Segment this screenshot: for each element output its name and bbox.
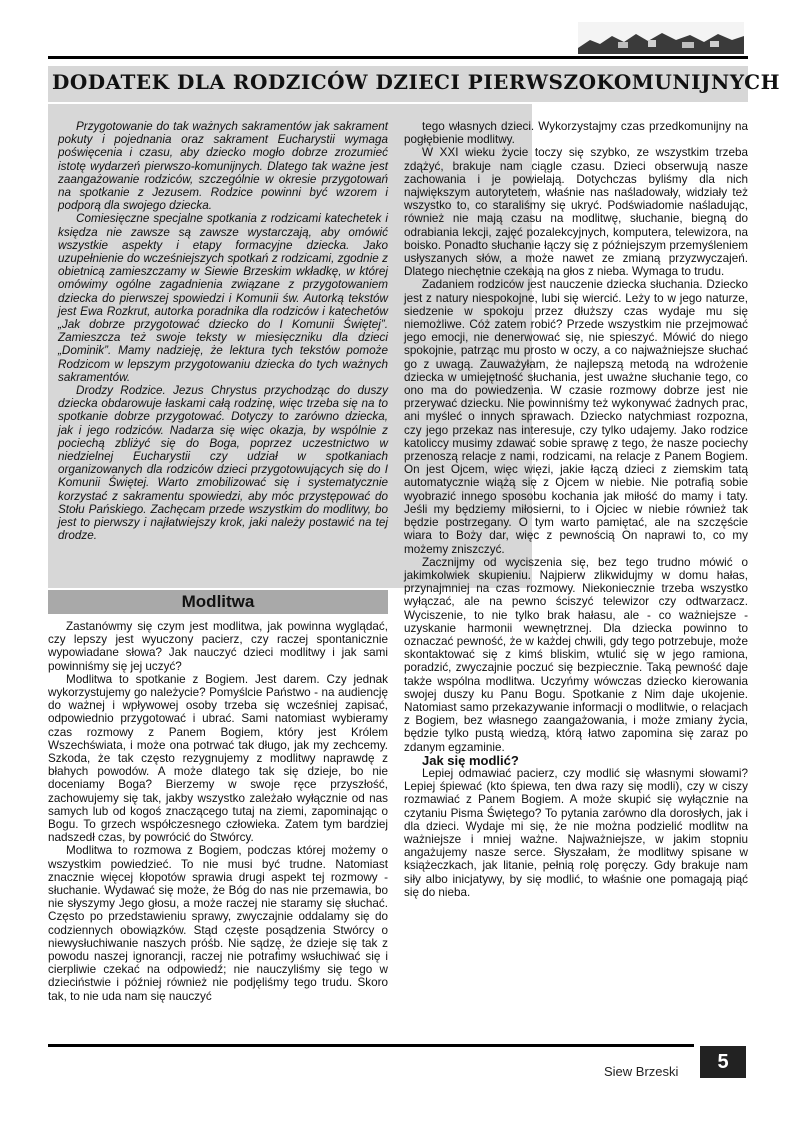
footer-rule [48,1044,694,1047]
body-paragraph: tego własnych dzieci. Wykorzystajmy czas przedkomunijny na pogłębienie modlitwy. [404,120,748,147]
intro-paragraph: Przygotowanie do tak ważnych sakramentów jak sakrament pokuty i pojednania oraz sakrament Eucharystii wymaga poświęcenia i czasu, aby dziecko mogło dobrze zrozumieć istotę wydarzeń pierwszo-komunijnych. Dlatego tak ważne jest zaangażowanie rodziców, szczególnie w okresie przygotowań na spotkanie z Jezusem. Rodzice powinni być wzorem i podporą dla swojego dziecka. [58,120,388,213]
village-photo [578,22,744,54]
subheading: Jak się modlić? [422,752,519,768]
footer-publication-name: Siew Brzeski [604,1064,679,1079]
intro-column [58,120,388,543]
body-paragraph: Lepiej odmawiać pacierz, czy modlić się własnymi słowami? Lepiej śpiewać (kto śpiewa, ten dwa razy się modli), czy w ciszy rozmawiać z Panem Bogiem. A może skupić się wyłącznie na czytaniu Pisma Świętego? To pytania zarówno dla dorosłych, jak i dla dzieci. Wydaje mi się, że nie można podzielić modlitw na ważniejsze i mniej ważne. Najważniejsze, w jakim stopniu angażujemy nasze serce. Słyszałam, że modlitwy spisane w książeczkach, jak litanie, pełnią rolę poręczy. Gdy brakuje nam siły albo inicjatywy, by się modlić, to właśnie one pomagają piąć się do nieba. [404,766,748,899]
page-title: DODATEK DLA RODZICÓW DZIECI PIERWSZOKOMUNIJNYCH [52,70,780,94]
left-column [48,620,388,1003]
right-column [404,120,748,899]
body-paragraph: Modlitwa to spotkanie z Bogiem. Jest darem. Czy jednak wykorzystujemy go należycie? Pomyślcie Państwo - na audiencję do ważnej i wpływowej osoby trzeba się wcześniej zapisać, odpowiednio przygotować i ubrać. Sami natomiast wybieramy czas rozmowy z Panem Bogiem, który jest Królem Wszechświata, i może ona potrwać tak długo, jak my zechcemy. Szkoda, że tak często rezygnujemy z modlitwy naprawdę z błahych powodów. A może dlatego tak się dzieje, bo nie doceniamy Boga? Bierzemy w swoje ręce przyszłość, zachowujemy się tak, jakby wszystko zależało wyłącznie od nas samych lub od kogoś znaczącego tutaj na ziemi, zapominając o Bogu. To grzech współczesnego człowieka. Zatem tym bardziej nadszedł czas, by powrócić do Stwórcy. [48,672,388,845]
intro-paragraph: Drodzy Rodzice. Jezus Chrystus przychodząc do duszy dziecka obdarowuje łaskami całą rodzinę, więc trzeba się na to spotkanie dobrze przygotować. Dotyczy to zarówno dziecka, jak i jego rodziców. Nadarza się więc okazja, by wspólnie z pociechą zbliżyć się do Boga, poprzez uczestnictwo w niedzielnej Eucharystii czy udział w spotkaniach organizowanych dla rodziców dzieci przygotowujących się do I Komunii Świętej. Warto zmobilizować się i systematycznie korzystać z sakramentu spowiedzi, aby móc przystępować do Stołu Pańskiego. Zachęcam przede wszystkim do modlitwy, bo jest to pierwszy i najłatwiejszy krok, jaki należy postawić na tej drodze. [58,384,388,543]
body-paragraph: Zacznijmy od wyciszenia się, bez tego trudno mówić o jakimkolwiek skupieniu. Najpierw zlikwidujmy w domu hałas, przynajmniej na czas rozmowy. Niekoniecznie trzeba wszystko wyłączać, ale na pewno ściszyć telewizor czy odtwarzacz. Wyciszenie, to nie tylko brak hałasu, ale - co ważniejsze - uzyskanie harmonii wewnętrznej. Dla dziecka powinno to oznaczać pewność, że w każdej chwili, gdy tego potrzebuje, może skontaktować się z kimś bliskim, wtulić się w jego ramiona, poradzić, zwyczajnie poczuć się bezpiecznie. Taką pewność daje także wspólna modlitwa. Uczyńmy wówczas dziecko kierowania swojej duszy ku Panu Bogu. Spotkanie z Nim daje ukojenie. Natomiast samo przekazywanie informacji o modlitwie, o relacjach z Bogiem, bez własnego zaangażowania, i może zmiany życia, będzie tylko pustą wiedzą, którą łatwo zapomina się zaraz po zdanym egzaminie. [404,555,748,754]
body-paragraph: W XXI wieku życie toczy się szybko, ze wszystkim trzeba zdążyć, brakuje nam ciągle czasu. Dzieci obserwują nasze zachowania i je powielają. Dotychczas byliśmy dla nich największym autorytetem, właśnie nas naśladowały, widziały też wszystko to, co staraliśmy się ukryć. Podświadomie naśladując, również nie mają czasu na modlitwę, słuchanie, biegną do odrabiania lekcji, zajęć pozalekcyjnych, komputera, telewizora, na boisko. Ponadto słuchanie łączy się z późniejszym przemyśleniem usłyszanych słów, a może nawet ze zmianą przyzwyczajeń. Dlatego niechętnie czekają na głos z nieba. Wymaga to trudu. [404,146,748,279]
body-paragraph: Zadaniem rodziców jest nauczenie dziecka słuchania. Dziecko jest z natury niespokojne, lubi się wiercić. Leży to w jego naturze, siedzenie w spokoju przez dłuższy czas wydaje mu się niemożliwe. Cóż zatem robić? Przede wszystkim nie przejmować jego emocji, nie denerwować się, nie spieszyć. Mówić do niego spokojnie, patrząc mu prosto w oczy, a co najważniejsze słuchać go z uwagą. Zauważyłam, że najlepszą metodą na wdrożenie dziecka w umiejętność słuchania, jest uważne słuchanie tego, co ono ma do powiedzenia. W czasie rozmowy dobrze jest nie przerywać dziecku. Nie powinniśmy też wykonywać żadnych prac, ani myśleć o innych sprawach. Dziecko natychmiast rozpozna, czy jego przekaz nas interesuje, czy tylko udajemy. Jako rodzice katoliccy musimy zdawać sobie sprawę z tego, że nasze pociechy przenoszą relacje z nami, rodzicami, na relacje z Panem Bogiem. On jest Ojcem, więc więzi, jakie łączą dzieci z ziemskim tatą automatycznie wiążą się z Ojcem w niebie. Nie potrafią sobie wyobrazić innego sposobu kochania jak miłość do mamy i taty. Jeśli my będziemy miłosierni, to i Ojciec w niebie również tak będzie postrzegany. O tym warto pamiętać, ale na szczęście wiara to Boży dar, więc z pewnością On naprawi to, co my możemy zniszczyć. [404,278,748,556]
top-rule [48,56,748,59]
page-number: 5 [700,1046,746,1078]
section-title: Modlitwa [181,592,255,611]
body-paragraph: Modlitwa to rozmowa z Bogiem, podczas której możemy o wszystkim powiedzieć. To nie musi być trudne. Natomiast znacznie więcej kłopotów sprawia drugi aspekt tej rozmowy - słuchanie. Wydawać się może, że Bóg do nas nie przemawia, bo nie słyszymy Jego głosu, a może raczej nie staramy się słuchać. Często po przedstawieniu sprawy, zwyczajnie oddalamy się do codziennych obowiązków. Stąd częste posądzenia Stwórcy o niewysłuchiwanie naszych próśb. Nie sądzę, że dzieje się tak z powodu naszej ignorancji, raczej nie potrafimy wsłuchiwać się i cierpliwie czekać na odpowiedź; nie nauczyliśmy się tego w dzieciństwie i później również nie podjęliśmy tego trudu. Skoro tak, to nie uda nam się nauczyć [48,844,388,1003]
intro-paragraph: Comiesięczne specjalne spotkania z rodzicami katechetek i księdza nie zawsze są zawsze wystarczają, aby omówić wszystkie aspekty i etapy formacyjne dziecka. Jako uzupełnienie do wcześniejszych spotkań z rodzicami, zgodnie z obietnicą zamieszczamy w Siewie Brzeskim wkładkę, w której omówimy ogólne zagadnienia związane z przygotowaniem dziecka do pierwszej spowiedzi i Komunii św. Autorką tekstów jest Ewa Rozkrut, autorka poradnika dla rodziców i katechetów „Jak dobrze przygotować dziecko do I Komunii Świętej”. Zamieszcza też swoje teksty w miesięczniku dla dzieci „Dominik”. Mamy nadzieję, że lektura tych tekstów pomoże Rodzicom w lepszym przygotowaniu dziecka do tych ważnych sakramentów. [58,212,388,384]
section-heading-bar [48,590,388,614]
body-paragraph: Zastanówmy się czym jest modlitwa, jak powinna wyglądać, czy lepszy jest wyuczony pacierz, czy raczej spontanicznie wypowiadane słowa? Jak nauczyć dzieci modlitwy i jak sami powinniśmy się jej uczyć? [48,620,388,673]
